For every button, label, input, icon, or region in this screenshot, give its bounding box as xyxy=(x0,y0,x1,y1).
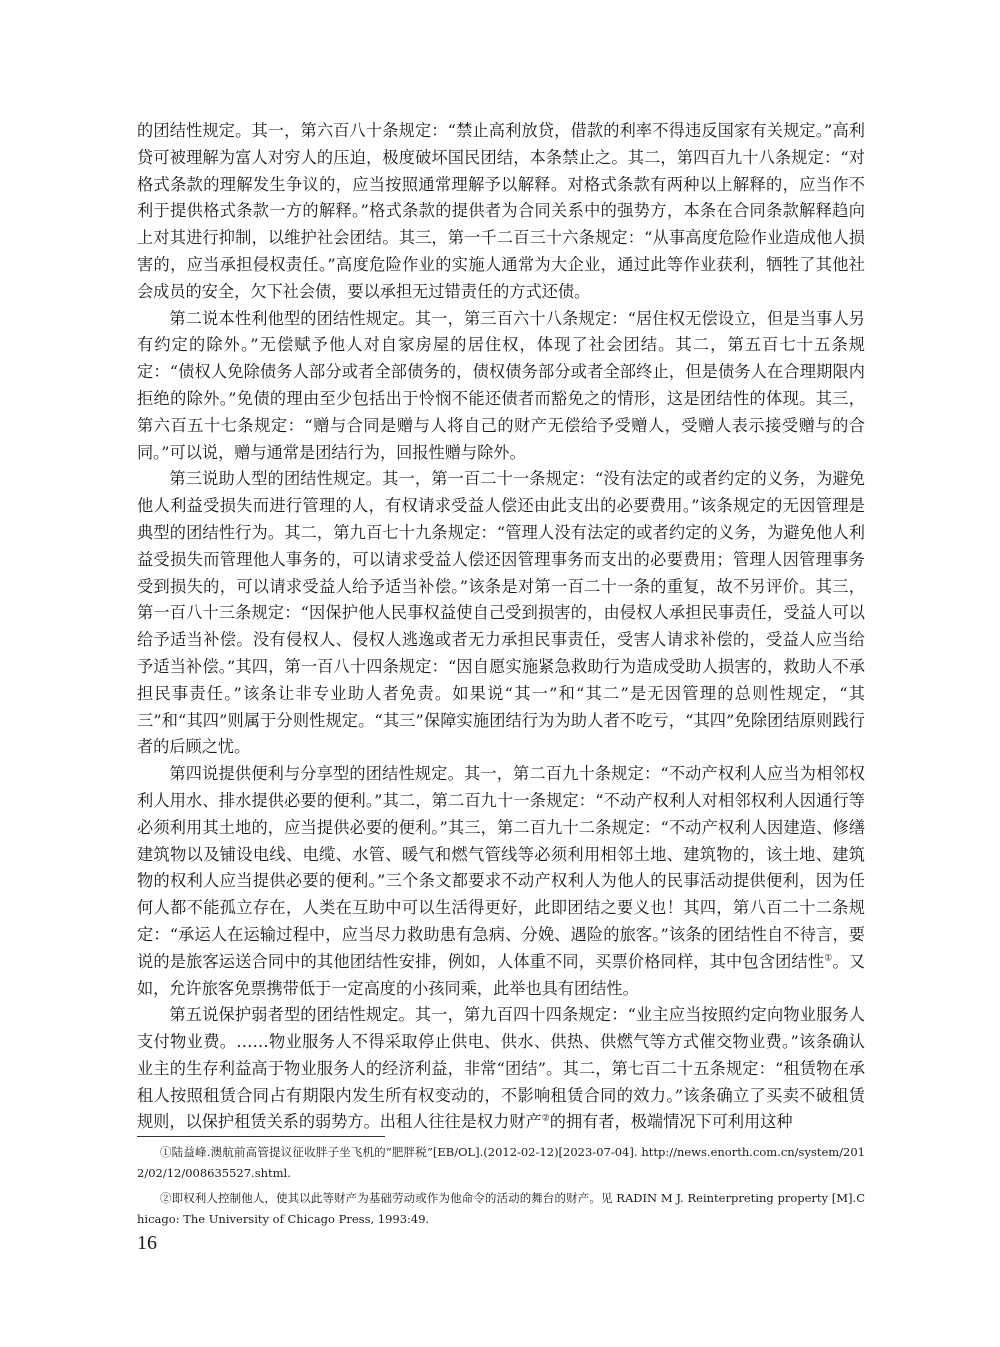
paragraph-5-text-b: 的拥有者，极端情况下可利用这种 xyxy=(549,1112,793,1132)
footnote-ref-2[interactable]: ② xyxy=(541,1114,550,1125)
body-text xyxy=(137,118,865,1136)
paragraph-1: 的团结性规定。其一，第六百八十条规定：“禁止高利放贷，借款的利率不得违反国家有关规定。”高利贷可被理解为富人对穷人的压迫，极度破坏国民团结，本条禁止之。其二，第四百九十八条规定：“对格式条款的理解发生争议的，应当按照通常理解予以解释。对格式条款有两种以上解释的，应当作不利于提供格式条款一方的解释。”格式条款的提供者为合同关系中的强势方，本条在合同条款解释趋向上对其进行抑制，以维护社会团结。其三，第一千二百三十六条规定：“从事高度危险作业造成他人损害的，应当承担侵权责任。”高度危险作业的实施人通常为大企业，通过此等作业获利，牺牲了其他社会成员的安全，欠下社会债，要以承担无过错责任的方式还债。 xyxy=(137,121,865,301)
paragraph-5-text-a: 第五说保护弱者型的团结性规定。其一，第九百四十四条规定：“业主应当按照约定向物业服务人支付物业费。……物业服务人不得采取停止供电、供水、供热、供燃气等方式催交物业费。”该条确认业主的生存利益高于物业服务人的经济利益，非常“团结”。其二，第七百二十五条规定：“租赁物在承租人按照租赁合同占有期限内发生所有权变动的，不影响租赁合同的效力。”该条确立了买卖不破租赁规则，以保护租赁关系的弱势方。出租人往往是权力财产 xyxy=(137,1005,865,1132)
footnote-ref-1[interactable]: ① xyxy=(824,953,833,964)
paragraph-4-text-b: 。又如，允许旅客免票携带低于一定高度的小孩同乘，此举也具有团结性。 xyxy=(137,951,866,998)
paragraph-5 xyxy=(137,1002,865,1136)
footnotes xyxy=(137,1142,865,1234)
footnote-1: ①陆益峰.澳航前高管提议征收胖子坐飞机的“肥胖税”[EB/OL].(2012-02-12)[2023-07-04]. http://news.enorth.com.cn/system/2012/02/12/008635527.shtml. xyxy=(137,1145,865,1180)
page-number: 16 xyxy=(137,1232,157,1254)
paragraph-4-text-a: 第四说提供便利与分享型的团结性规定。其一，第二百九十条规定：“不动产权利人应当为相邻权利人用水、排水提供必要的便利。”其二，第二百九十一条规定：“不动产权利人对相邻权利人因通行等必须利用其土地的，应当提供必要的便利。”其三，第二百九十二条规定：“不动产权利人因建造、修缮建筑物以及铺设电线、电缆、水管、暖气和燃气管线等必须利用相邻土地、建筑物的，该土地、建筑物的权利人应当提供必要的便利。”三个条文都要求不动产权利人为他人的民事活动提供便利，因为任何人都不能孤立存在，人类在互助中可以生活得更好，此即团结之要义也！其四，第八百二十二条规定：“承运人在运输过程中，应当尽力救助患有急病、分娩、遇险的旅客。”该条的团结性自不待言，要说的是旅客运送合同中的其他团结性安排，例如，人体重不同，买票价格同样，其中包含团结性 xyxy=(137,764,865,971)
footnote-divider xyxy=(137,1136,385,1137)
paragraph-3: 第三说助人型的团结性规定。其一，第一百二十一条规定：“没有法定的或者约定的义务，为避免他人利益受损失而进行管理的人，有权请求受益人偿还由此支出的必要费用。”该条规定的无因管理是典型的团结性行为。其二，第九百七十九条规定：“管理人没有法定的或者约定的义务，为避免他人利益受损失而管理他人事务的，可以请求受益人偿还因管理事务而支出的必要费用；管理人因管理事务受到损失的，可以请求受益人给予适当补偿。”该条是对第一百二十一条的重复，故不另评价。其三，第一百八十三条规定：“因保护他人民事权益使自己受到损害的，由侵权人承担民事责任，受益人可以给予适当补偿。没有侵权人、侵权人逃逸或者无力承担民事责任，受害人请求补偿的，受益人应当给予适当补偿。”其四，第一百八十四条规定：“因自愿实施紧急救助行为造成受助人损害的，救助人不承担民事责任。”该条让非专业助人者免责。如果说“其一”和“其二”是无因管理的总则性规定，“其三”和“其四”则属于分则性规定。“其三”保障实施团结行为为助人者不吃亏，“其四”免除团结原则践行者的后顾之忧。 xyxy=(137,469,865,757)
paragraph-2: 第二说本性利他型的团结性规定。其一，第三百六十八条规定：“居住权无偿设立，但是当事人另有约定的除外。”无偿赋予他人对自家房屋的居住权，体现了社会团结。其二，第五百七十五条规定：“债权人免除债务人部分或者全部债务的，债权债务部分或者全部终止，但是债务人在合理期限内拒绝的除外。”免债的理由至少包括出于怜悯不能还债者而豁免之的情形，这是团结性的体现。其三，第六百五十七条规定：“赠与合同是赠与人将自己的财产无偿给予受赠人，受赠人表示接受赠与的合同。”可以说，赠与通常是团结行为，回报性赠与除外。 xyxy=(137,308,865,462)
paragraph-4 xyxy=(137,761,865,1002)
footnote-2: ②即权利人控制他人，使其以此等财产为基础劳动或作为他命令的活动的舞台的财产。见 RADIN M J. Reinterpreting property [M].Chicago: The University of Chicago Press, 1993:49. xyxy=(137,1191,865,1226)
